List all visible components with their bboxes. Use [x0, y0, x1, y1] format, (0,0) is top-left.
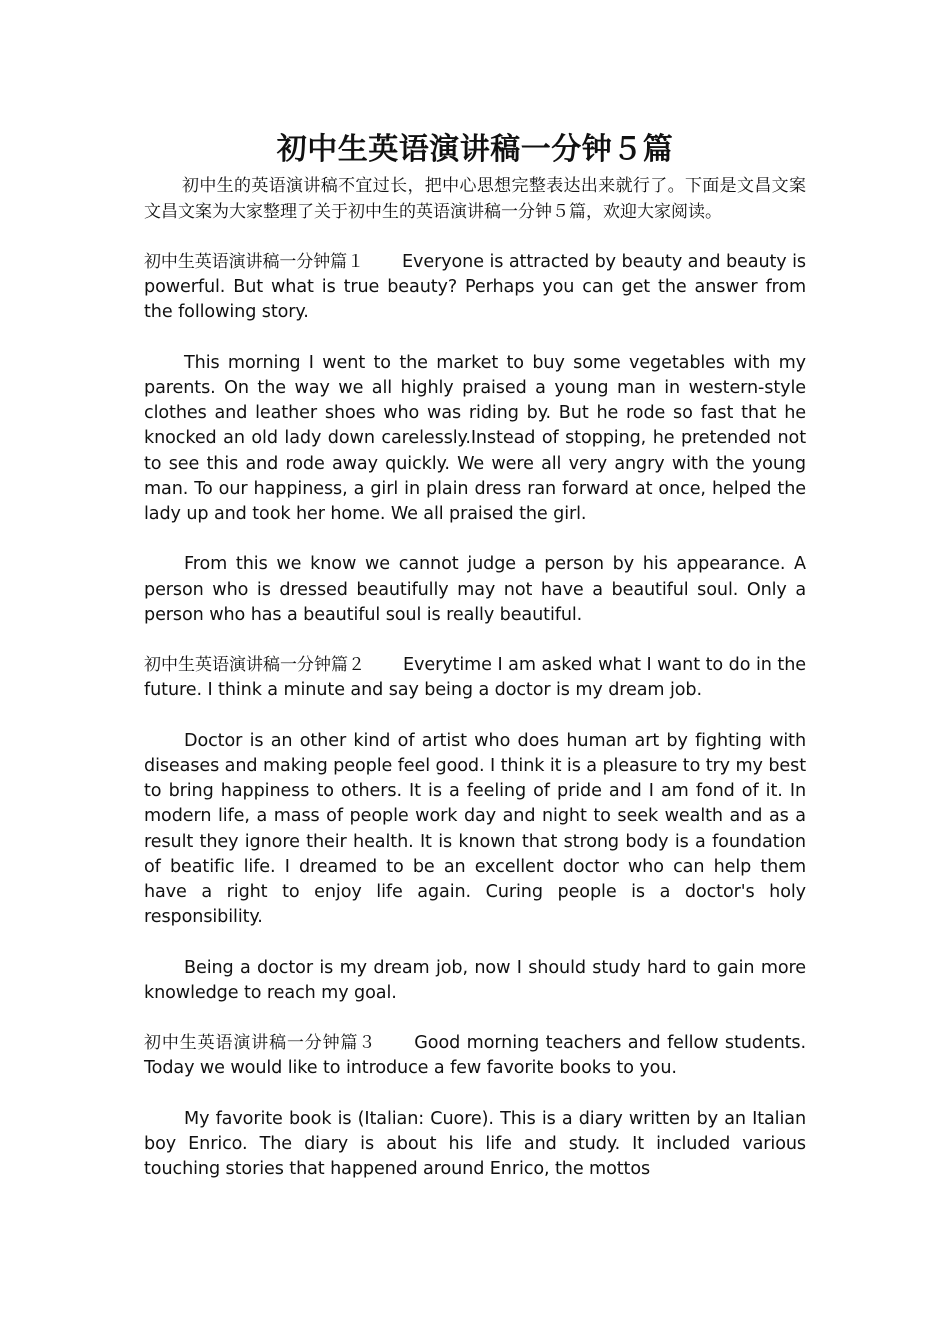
- document-page: [144, 128, 806, 1208]
- section-1-heading: 初中生英语演讲稿一分钟篇１: [144, 252, 365, 272]
- section-2-paragraph-2: Being a doctor is my dream job, now I should study hard to gain more knowledge to reach my goal.: [144, 957, 806, 1003]
- section-1-first-paragraph: [144, 250, 806, 326]
- intro-paragraph: 初中生的英语演讲稿不宜过长，把中心思想完整表达出来就行了。下面是文昌文案文昌文案为大家整理了关于初中生的英语演讲稿一分钟５篇，欢迎大家阅读。: [144, 176, 806, 222]
- section-2-paragraph-1: Doctor is an other kind of artist who does human art by fighting with diseases and making people feel good. I think it is a pleasure to try my best to bring happiness to others. It is a feeling of pride and I am fond of it. In modern life, a mass of people work day and night to seek wealth and as a result they ignore their health. It is known that strong body is a foundation of beatific life. I dreamed to be an excellent doctor who can help them have a right to enjoy life again. Curing people is a doctor's holy responsibility.: [144, 730, 806, 928]
- document-title: 初中生英语演讲稿一分钟５篇: [276, 132, 674, 167]
- section-1-paragraph-1: This morning I went to the market to buy some vegetables with my parents. On the way we all highly praised a young man in western-style clothes and leather shoes who was riding by. But he rode so fast that he knocked an old lady down carelessly.Instead of stopping, he pretended not to see this and rode away quickly. We were all very angry with the young man. To our happiness, a girl in plain dress ran forward at once, helped the lady up and took her home. We all praised the girl.: [144, 352, 806, 525]
- section-2-heading: 初中生英语演讲稿一分钟篇２: [144, 655, 366, 676]
- section-2-first-paragraph: [144, 653, 806, 703]
- section-3-paragraph-1: My favorite book is (Italian: Cuore). This is a diary written by an Italian boy Enrico. The diary is about his life and study. It included various touching stories that happened around Enrico, the mottos: [144, 1108, 806, 1180]
- section-3-first-paragraph: [144, 1031, 806, 1081]
- section-1-first-text: Everyone is attracted by beauty and beauty is powerful. But what is true beauty? Perhaps you can get the answer from the following story.: [144, 252, 806, 323]
- section-3-heading: 初中生英语演讲稿一分钟篇３: [144, 1033, 377, 1054]
- section-3-first-text: Good morning teachers and fellow students. Today we would like to introduce a few favorite books to you.: [144, 1033, 806, 1079]
- section-1-paragraph-2: From this we know we cannot judge a person by his appearance. A person who is dressed beautifully may not have a beautiful soul. Only a person who has a beautiful soul is really beautiful.: [144, 554, 806, 625]
- section-2-first-text: Everytime I am asked what I want to do in the future. I think a minute and say being a doctor is my dream job.: [144, 655, 806, 701]
